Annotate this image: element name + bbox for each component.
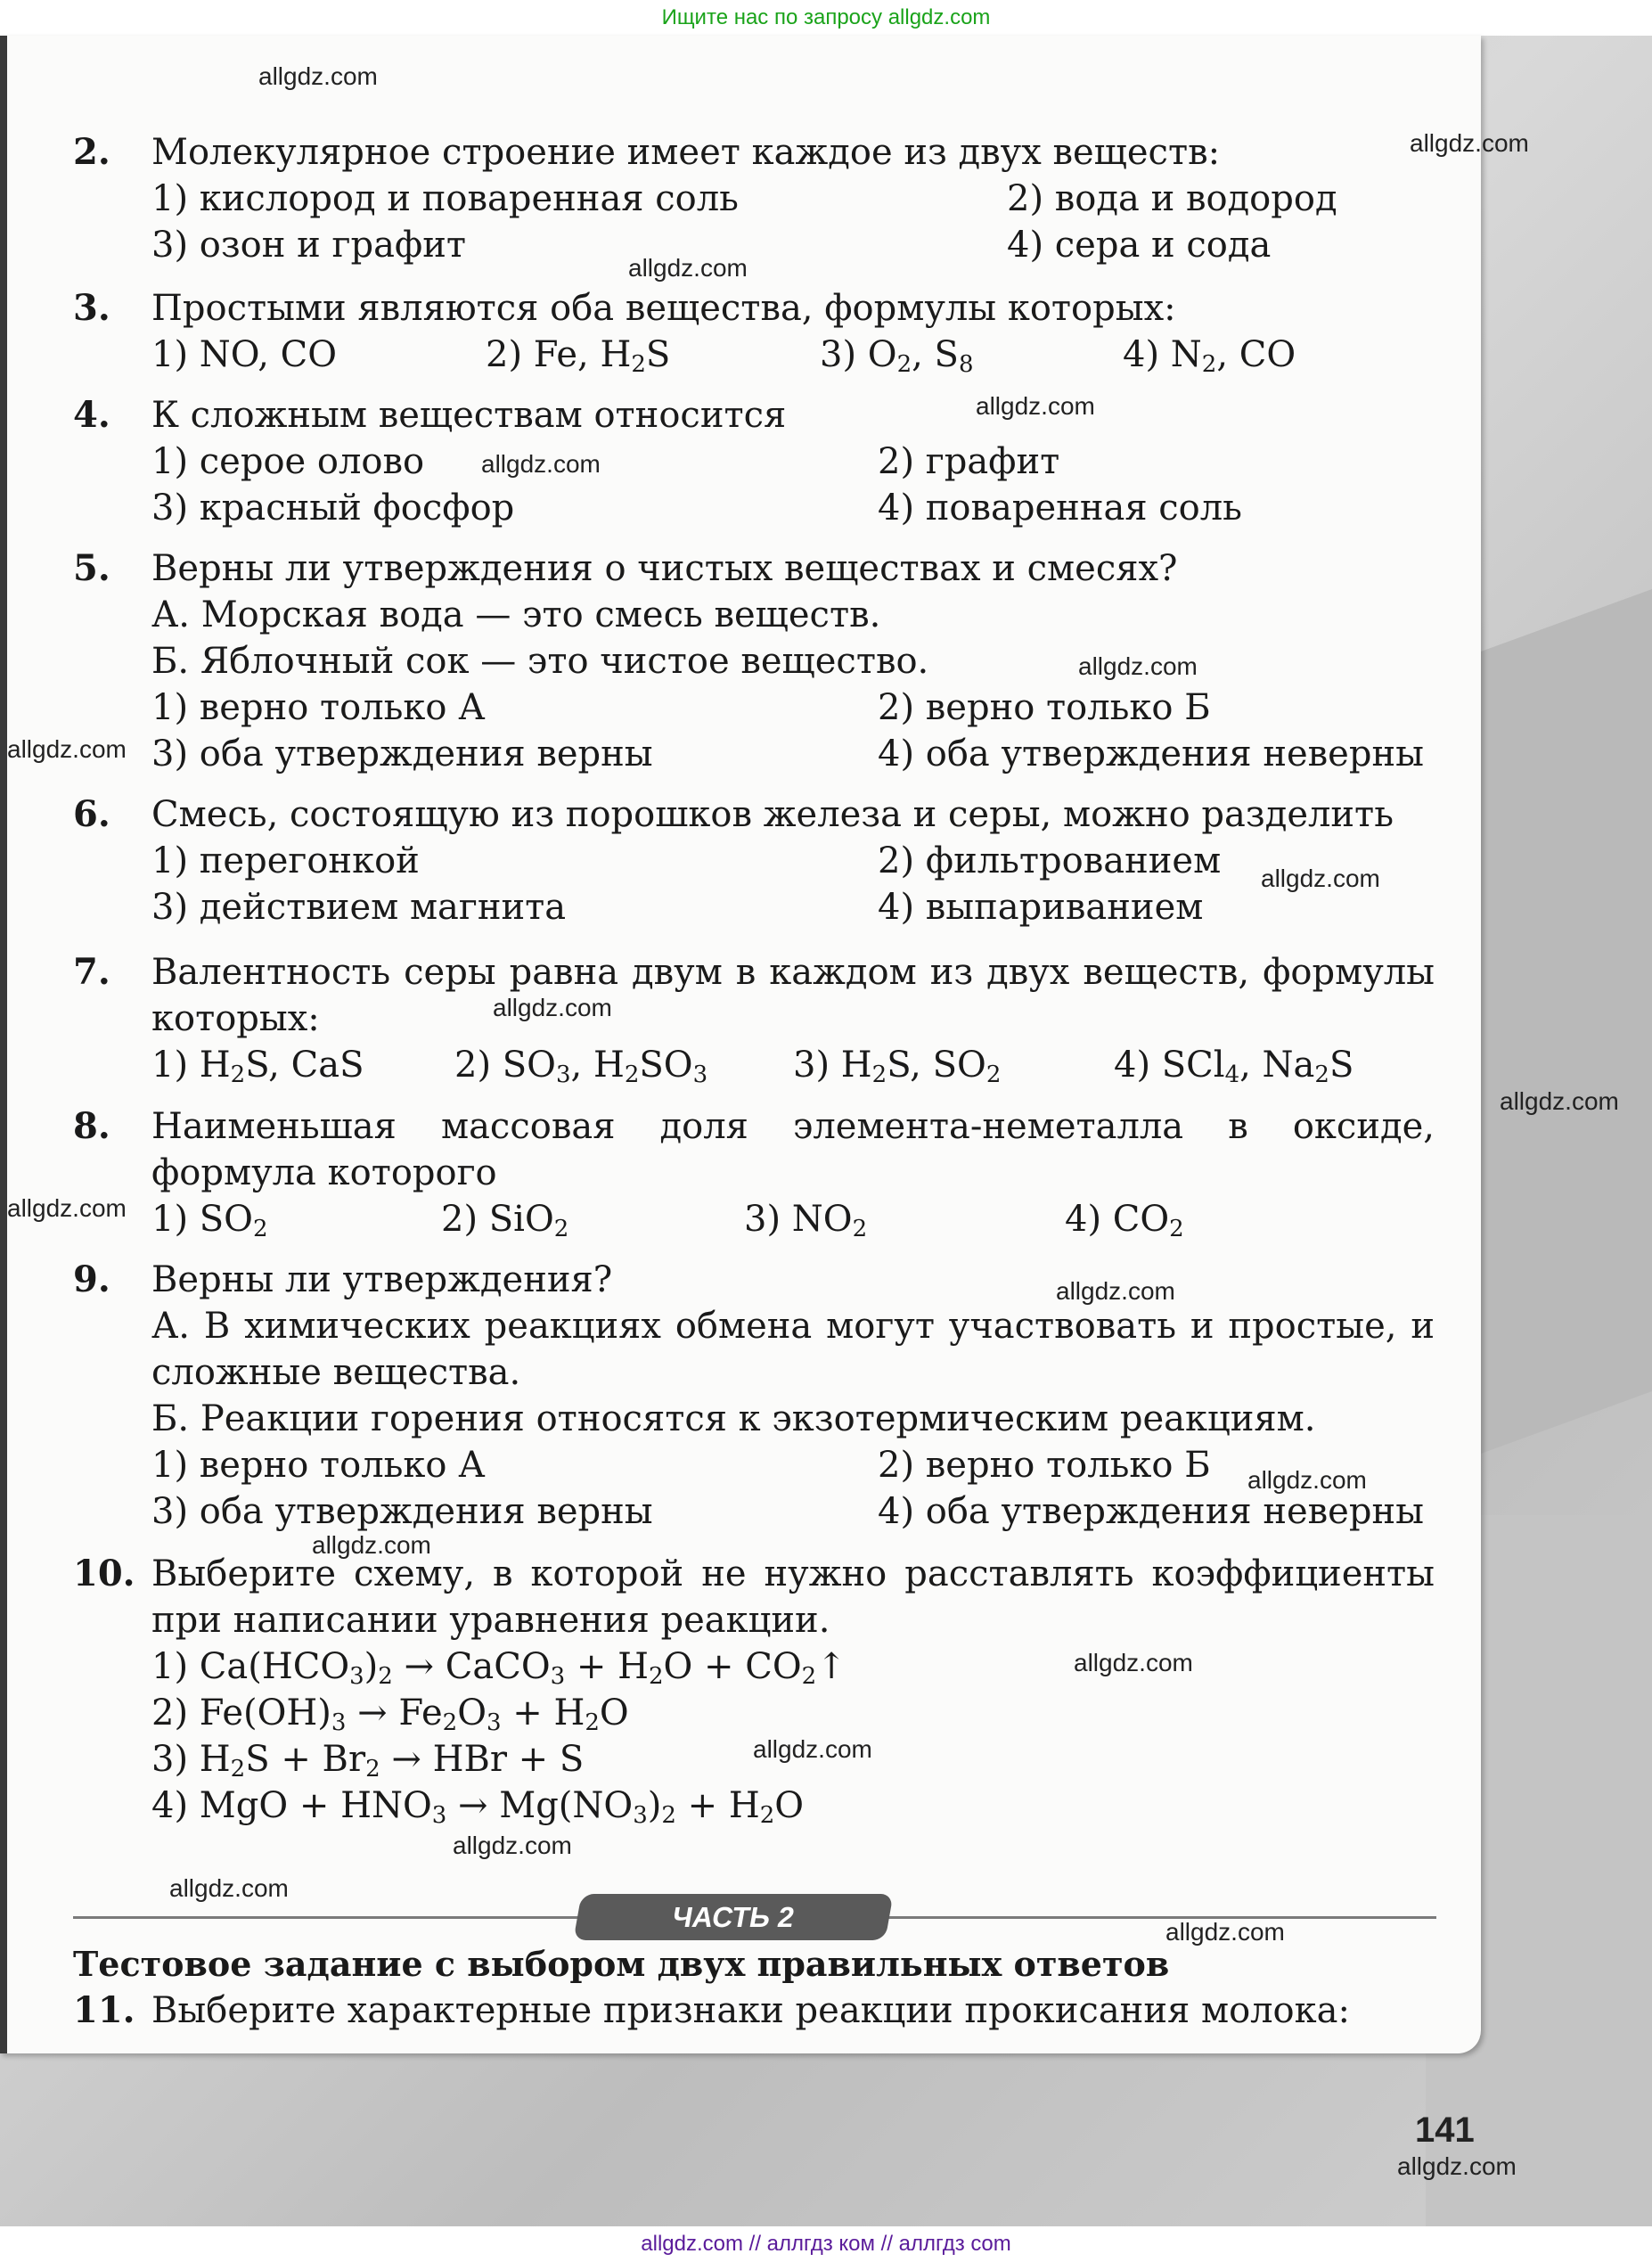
watermark: allgdz.com [493, 994, 612, 1021]
watermark: allgdz.com [1397, 2152, 1517, 2180]
option-2: 2) $Fe(OH)_3 \to Fe_2O_3 + H_2O$ [151, 1692, 629, 1736]
option-2: 2) SiO$_2$ [441, 1199, 569, 1242]
option-1: 1) перегонкой [151, 840, 420, 881]
option-2: 2) вода и водород [1007, 178, 1337, 219]
option-4: 4) $CO_2$ [1065, 1199, 1184, 1242]
option-1: 1) $Ca(HCO_3)_2$ → CaCO$_3$ + $H_2O$ + $CO_2↑$ [151, 1646, 846, 1690]
option-1: 1) NO, CO [151, 334, 338, 375]
question-number: 2. [73, 131, 110, 173]
statement-b: Б. Реакции горения относятся к экзотермическим реакциям. [151, 1398, 1316, 1439]
question-text: Простыми являются оба вещества, формулы которых: [151, 288, 1176, 329]
background-shape [1461, 589, 1652, 1461]
option-1: 1) $SO_2$ [151, 1199, 268, 1242]
page-edge [0, 36, 7, 2053]
watermark: allgdz.com [7, 1194, 127, 1222]
option-1: 1) кислород и поваренная соль [151, 178, 739, 219]
question-text: Выберите схему, в которой не нужно расставлять коэффициенты при написании уравнения реакции. [151, 1553, 1435, 1641]
question-text: Выберите характерные признаки реакции прокисания молока: [151, 1990, 1350, 2031]
question-number: 5. [73, 547, 110, 589]
question-text: Смесь, состоящую из порошков железа и серы, можно разделить [151, 794, 1394, 835]
statement-a: А. В химических реакциях обмена могут участвовать и простые, и сложные вещества. [151, 1306, 1435, 1393]
statement-b: Б. Яблочный сок — это чистое вещество. [151, 641, 929, 682]
watermark: allgdz.com [1500, 1087, 1619, 1115]
watermark: allgdz.com [976, 392, 1095, 420]
option-2: 2) фильтрованием [878, 840, 1222, 881]
bottom-banner[interactable]: allgdz.com // аллгдз ком // аллгдз com [0, 2226, 1652, 2262]
question-number: 10. [73, 1553, 135, 1594]
option-3: 3) $NO_2$ [744, 1199, 868, 1242]
top-banner[interactable]: Ищите нас по запросу allgdz.com [0, 0, 1652, 36]
option-3: 3) действием магнита [151, 887, 567, 928]
option-4: 4) сера и сода [1007, 225, 1272, 266]
option-1: 1) верно только А [151, 1445, 486, 1486]
option-4: 4) поваренная соль [878, 488, 1242, 529]
option-2: 2) Fe, $H_2S$ [486, 334, 671, 378]
question-number: 8. [73, 1105, 110, 1147]
watermark: allgdz.com [628, 254, 748, 282]
watermark: allgdz.com [1410, 129, 1529, 157]
page-number: 141 [1415, 2110, 1475, 2150]
watermark: allgdz.com [258, 62, 378, 90]
option-4: 4) выпариванием [878, 887, 1204, 928]
part-label: ЧАСТЬ 2 [573, 1894, 893, 1940]
option-1: 1) верно только А [151, 687, 486, 728]
watermark: allgdz.com [1247, 1466, 1367, 1494]
question-number: 3. [73, 287, 110, 329]
option-3: 3) озон и графит [151, 225, 467, 266]
watermark: allgdz.com [1078, 652, 1198, 680]
option-3: 3) $H_2S$, $SO_2$ [793, 1045, 1002, 1088]
watermark: allgdz.com [1261, 865, 1380, 892]
option-3: 3) оба утверждения верны [151, 1491, 653, 1532]
option-3: 3) красный фосфор [151, 488, 515, 529]
option-2: 2) верно только Б [878, 687, 1211, 728]
option-4: 4) MgO + $HNO_3 \to Mg(NO_3)_2 + H_2O$ [151, 1785, 805, 1829]
option-4: 4) оба утверждения неверны [878, 734, 1424, 774]
section-heading: Тестовое задание с выбором двух правильных ответов [73, 1944, 1170, 1984]
option-4: 4) $N_2$, CO [1123, 334, 1296, 378]
option-3: 3) $H_2S + Br_2$ → HBr + S [151, 1739, 585, 1783]
watermark: allgdz.com [1056, 1277, 1175, 1305]
option-1: 1) $H_2S$, CaS [151, 1045, 364, 1088]
question-text: Наименьшая массовая доля элемента-неметалла в оксиде, формула которого [151, 1106, 1435, 1193]
option-2: 2) графит [878, 441, 1060, 482]
statement-a: А. Морская вода — это смесь веществ. [151, 594, 881, 635]
watermark: allgdz.com [753, 1735, 872, 1763]
question-text: К сложным веществам относится [151, 395, 787, 436]
question-number: 6. [73, 793, 110, 835]
option-3: 3) оба утверждения верны [151, 734, 653, 774]
question-text: Валентность серы равна двум в каждом из двух веществ, формулы которых: [151, 952, 1435, 1039]
option-3: 3) $O_2$, $S_8$ [820, 334, 974, 378]
watermark: allgdz.com [481, 450, 601, 478]
option-2: 2) верно только Б [878, 1445, 1211, 1486]
watermark: allgdz.com [7, 735, 127, 763]
question-text: Молекулярное строение имеет каждое из двух веществ: [151, 132, 1221, 173]
option-4: 4) SCl$_4$, $Na_2S$ [1114, 1045, 1354, 1088]
watermark: allgdz.com [312, 1531, 431, 1559]
watermark: allgdz.com [1165, 1918, 1285, 1946]
question-text: Верны ли утверждения? [151, 1259, 613, 1300]
option-1: 1) серое олово [151, 441, 425, 482]
question-number: 11. [73, 1989, 135, 2031]
question-text: Верны ли утверждения о чистых веществах и смесях? [151, 548, 1178, 589]
watermark: allgdz.com [169, 1874, 289, 1902]
option-2: 2) $SO_3$, $H_2SO_3$ [454, 1045, 708, 1088]
watermark: allgdz.com [453, 1832, 572, 1859]
option-4: 4) оба утверждения неверны [878, 1491, 1424, 1532]
question-number: 7. [73, 951, 110, 993]
question-number: 9. [73, 1258, 110, 1300]
question-number: 4. [73, 394, 110, 436]
watermark: allgdz.com [1074, 1649, 1193, 1676]
